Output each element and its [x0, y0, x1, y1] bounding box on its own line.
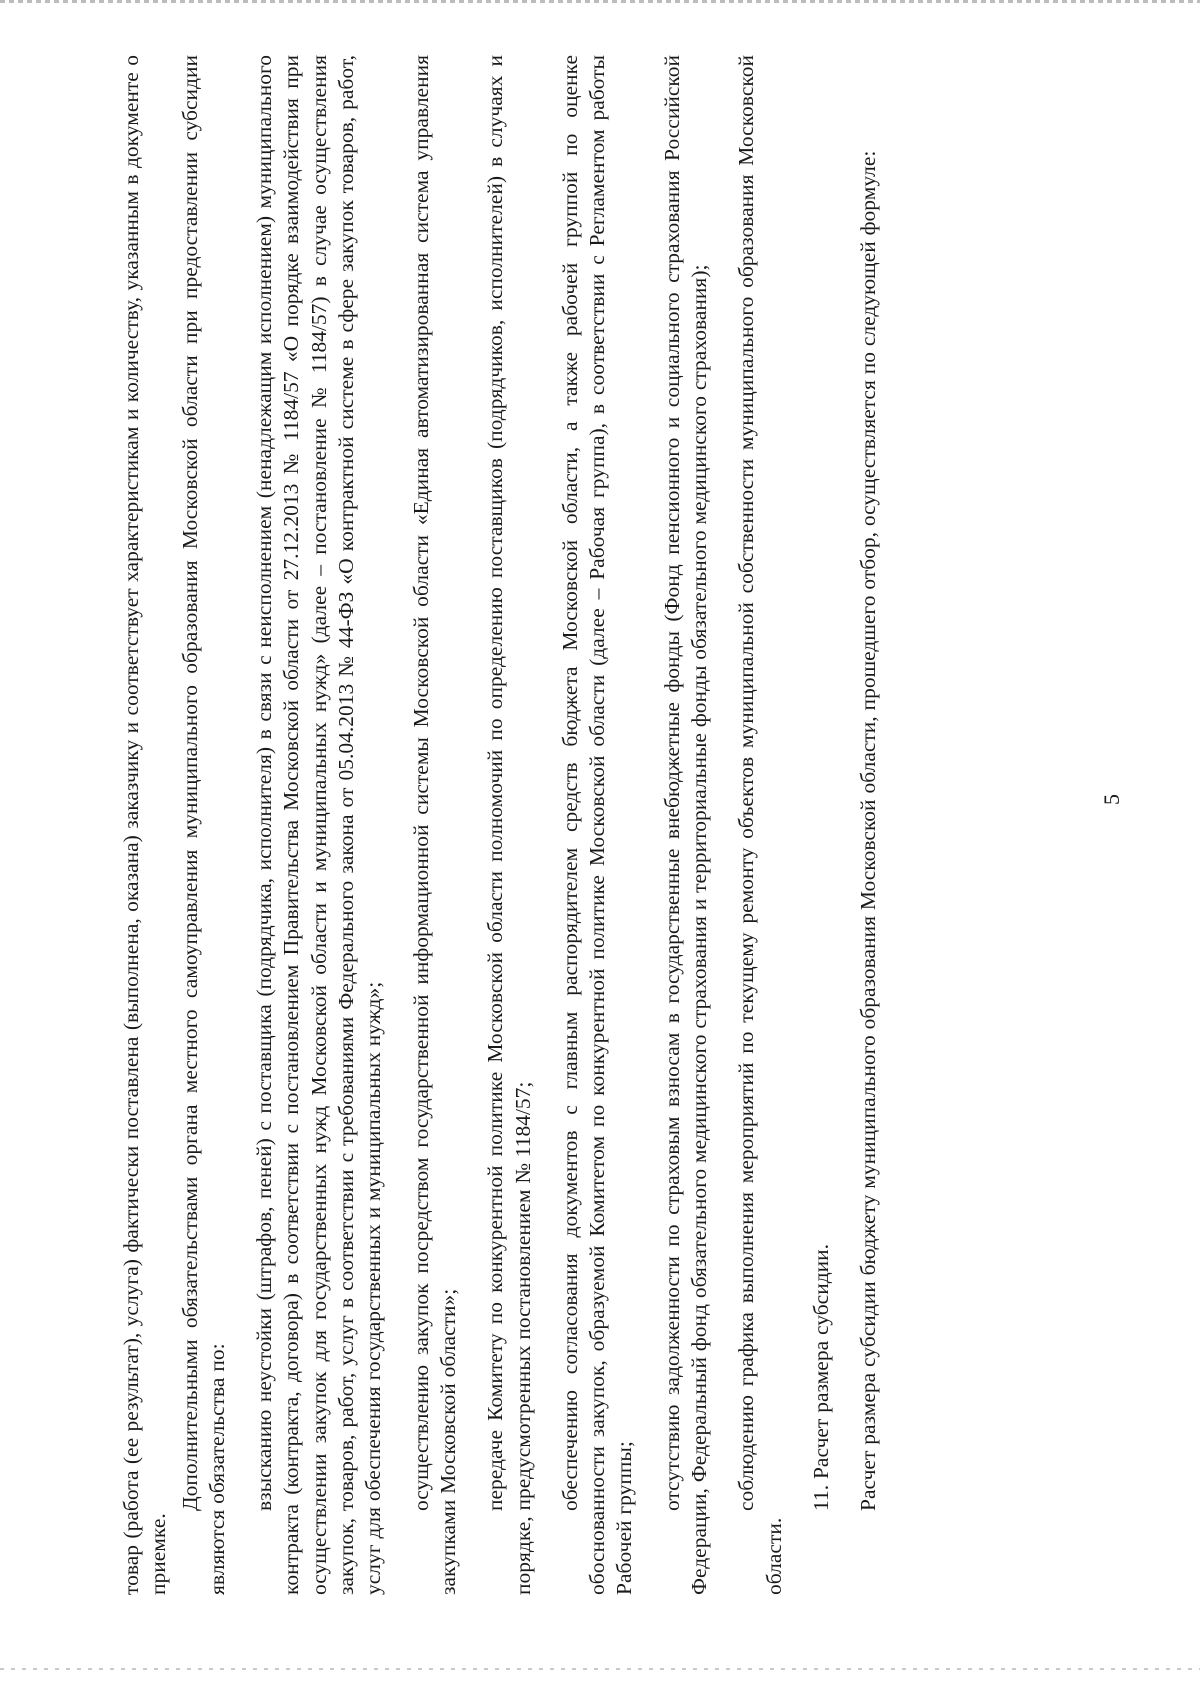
paragraph-4: осуществлению закупок посредством государственной информационной системы Московской области «Единая автоматизированная система управления закупками Московской области»; — [408, 55, 460, 1595]
document-body — [118, 55, 1068, 1595]
rotated-page — [118, 55, 1128, 1595]
paragraph-2: Дополнительными обязательствами органа местного самоуправления муниципального образования Московской области при предоставлении субсидии являются обязательства по: — [177, 55, 229, 1595]
paragraph-7: отсутствию задолженности по страховым взносам в государственные внебюджетные фонды (Фонд пенсионного и социального страхования Российской Федерации, Федеральный фонд обязательного медицинского страхования и территориальные фонды обязательного медицинского страхования); — [659, 55, 712, 1595]
paragraph-3: взысканию неустойки (штрафов, пеней) с поставщика (подрядчика, исполнителя) в связи с неисполнением (ненадлежащим исполнением) муниципального контракта (контракта, договора) в соответствии с постановлением Правительства Московской области от 27.12.2013 № 1184/57 «О порядке взаимодействия при осуществлении закупок для государственных нужд Московской области и муниципальных нужд» (далее – постановление № 1184/57) в случае осуществления закупок, товаров, работ, услуг в соответствии с требованиями Федерального закона от 05.04.2013 № 44-ФЗ «О контрактной системе в сфере закупок товаров, работ, услуг для обеспечения государственных и муниципальных нужд»; — [252, 55, 386, 1595]
paragraph-9: Расчет размера субсидии бюджету муниципального образования Московской области, прошедшего отбор, осуществляется по следующей формуле: — [856, 150, 881, 1511]
paragraph-6: обеспечению согласования документов с главным распорядителем средств бюджета Московской области, а также рабочей группой по оценке обоснованности закупок, образуемой Комитетом по конкурентной политике Московской области (далее – Рабочая группа), в соответствии с Регламентом работы Рабочей группы; — [557, 55, 637, 1595]
paragraph-1: товар (работа (ее результат), услуга) фактически поставлена (выполнена, оказана) заказчику и соответствует характеристикам и количеству, указанным в документе о приемке. — [119, 55, 171, 1595]
scan-edge-bottom — [0, 1668, 1200, 1670]
paragraph-5: передаче Комитету по конкурентной политике Московской области полномочий по определению поставщиков (подрядчиков, исполнителей) в случаях и порядке, предусмотренных постановлением № 1184/57; — [483, 55, 535, 1595]
section-heading-11: 11. Расчет размера субсидии. — [808, 1243, 833, 1511]
page-number: 5 — [1099, 794, 1124, 805]
paragraph-8: соблюдению графика выполнения мероприятий по текущему ремонту объектов муниципальной собственности муниципального образования Московской области. — [734, 55, 786, 1595]
scan-edge-top — [0, 0, 1200, 3]
